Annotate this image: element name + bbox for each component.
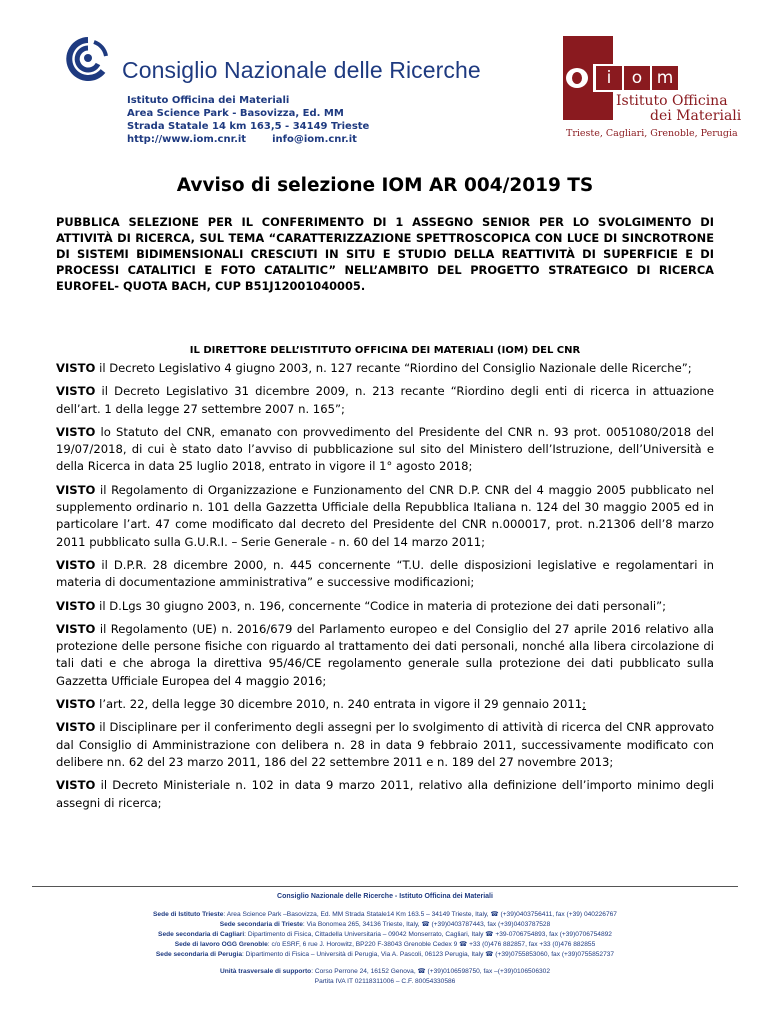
visto-label: VISTO	[56, 361, 96, 375]
footer-title: Consiglio Nazionale delle Ricerche - Istituto Officina dei Materiali	[277, 893, 493, 900]
cnr-logo	[56, 36, 120, 86]
footer-text: : c/o ESRF, 6 rue J. Horowitz, BP220 F-38043 Grenoble Cedex 9 ☎ +33 (0)476 882857, fax +33 (0)476 882855	[267, 941, 596, 948]
footer-address-line	[0, 920, 770, 930]
iom-name-line-1: Istituto Officina	[616, 93, 728, 109]
iom-letters	[596, 66, 680, 90]
visto-paragraph	[56, 557, 714, 592]
document-title: Avviso di selezione IOM AR 004/2019 TS	[176, 175, 594, 196]
iom-letter-m: m	[652, 66, 678, 90]
website-link[interactable]: http://www.iom.cnr.it	[127, 134, 247, 145]
paragraph-text: l’art. 22, della legge 30 dicembre 2010, n. 240 entrata in vigore il 29 gennaio 2011	[95, 697, 583, 712]
paragraph-text: il Decreto Ministeriale n. 102 in data 9 marzo 2011, relativo alla definizione dell’importo minimo degli assegni di ricerca;	[56, 778, 714, 810]
visto-label: VISTO	[56, 557, 96, 572]
footer-address-line	[0, 930, 770, 940]
paragraph-text: il D.P.R. 28 dicembre 2000, n. 445 concernente “T.U. delle disposizioni legislative e regolamentari in materia di documentazione amministrativa” e successive modificazioni;	[56, 557, 714, 590]
footer-label: Sede secondaria di Trieste	[219, 921, 303, 928]
footer-address-line	[0, 910, 770, 920]
visto-label: VISTO	[56, 482, 96, 497]
footer-text: : Dipartimento di Fisica, Cittadella Universitaria – 09042 Monserrato, Cagliari, Italy ☎ +39-0706754893, fax (+39)0706754892	[244, 931, 612, 938]
footer-text: : Dipartimento di Fisica – Università di Perugia, Via A. Pascoli, 06123 Perugia, Italy ☎ (+39)0755853060, fax (+39)0755852737	[242, 951, 615, 958]
footer-vat: Partita IVA IT 02118311006 – C.F. 80054330586	[314, 978, 456, 985]
email-link[interactable]: info@iom.cnr.it	[272, 134, 357, 145]
visto-paragraph	[56, 383, 714, 418]
paragraph-text: lo Statuto del CNR, emanato con provvedimento del Presidente del CNR n. 93 prot. 0051080/2018 del 19/07/2018, di cui è stato dato l’avviso di pubblicazione sul sito del Ministero dell’Istruzione, dell’Università e della Ricerca in data 25 luglio 2018, entrato in vigore il 1° agosto 2018;	[56, 424, 714, 474]
paragraph-text: il D.Lgs 30 giugno 2003, n. 196, concernente “Codice in materia di protezione dei dati personali”;	[95, 598, 667, 613]
selection-subject: PUBBLICA SELEZIONE PER IL CONFERIMENTO DI 1 ASSEGNO SENIOR PER LO SVOLGIMENTO DI ATTIVITÀ DI RICERCA, SUL TEMA “CARATTERIZZAZIONE SPETTROSCOPICA CON LUCE DI SINCROTRONE DI SISTEMI BIDIMENSIONALI CRESCIUTI IN SITU E STUDIO DELLA REATTIVITÀ DI SUPERFICIE E DI PROCESSI CATALITICI E FOTO CATALITIC” NELL’AMBITO DEL PROGETTO STRATEGICO DI RICERCA EUROFEL- QUOTA BACH, CUP B51J12001040005.	[56, 215, 714, 294]
visto-label: VISTO	[56, 697, 96, 712]
cnr-name: Consiglio Nazionale delle Ricerche	[122, 57, 481, 83]
document-body	[56, 360, 714, 818]
contact-line	[127, 133, 369, 146]
paragraph-text: il Decreto Legislativo 4 giugno 2003, n. 127 recante “Riordino del Consiglio Nazionale delle Ricerche”;	[95, 361, 692, 375]
visto-paragraph	[56, 777, 714, 812]
visto-label: VISTO	[56, 424, 96, 439]
footer-divider	[32, 886, 738, 887]
visto-label: VISTO	[56, 778, 96, 793]
footer-address-line	[0, 950, 770, 960]
visto-paragraph	[56, 598, 714, 615]
visto-label: VISTO	[56, 621, 96, 636]
footer-text: : Via Bonomea 265, 34136 Trieste, Italy, ☎ (+39)0403787443, fax (+39)0403787528	[302, 921, 551, 928]
iom-letter-i: i	[596, 66, 622, 90]
paragraph-text: il Regolamento (UE) n. 2016/679 del Parlamento europeo e del Consiglio del 27 aprile 2016 relativo alla protezione delle persone fisiche con riguardo al trattamento dei dati personali, nonché alla libera circolazione di tali dati e che abroga la direttiva 95/46/CE regolamento generale sulla protezione dei dati pubblicato sulla Gazzetta Ufficiale Europea del 4 maggio 2016;	[56, 621, 714, 688]
visto-paragraph	[56, 719, 714, 771]
address-line-2: Strada Statale 14 km 163,5 - 34149 Trieste	[127, 121, 370, 132]
address-line-1: Area Science Park - Basovizza, Ed. MM	[127, 108, 344, 119]
footer-label: Sede secondaria di Perugia	[155, 951, 243, 958]
visto-paragraph	[56, 621, 714, 690]
paragraph-tail: ;	[582, 697, 587, 712]
footer-support-line	[0, 967, 770, 977]
paragraph-text: il Disciplinare per il conferimento degli assegni per lo svolgimento di attività di ricerca del CNR approvato dal Consiglio di Amministrazione con delibera n. 28 in data 9 febbraio 2011, successivamente modificato con delibere nn. 62 del 23 marzo 2011, 186 del 22 settembre 2011 e n. 189 del 27 novembre 2013;	[56, 720, 714, 769]
iom-name-line-2: dei Materiali	[650, 108, 742, 124]
visto-paragraph	[56, 424, 714, 476]
paragraph-text: il Regolamento di Organizzazione e Funzionamento del CNR D.P. CNR del 4 maggio 2005 pubblicato nel supplemento ordinario n. 101 della Gazzetta Ufficiale della Repubblica Italiana n. 124 del 30 maggio 2005 ed in particolare l’art. 47 come modificato dal decreto del Presidente del CNR n.000017, prot. n.21306 dell’8 marzo 2011 pubblicato sulla G.U.R.I. – Serie Generale - n. 60 del 14 marzo 2011;	[56, 482, 714, 549]
visto-paragraph	[56, 696, 714, 713]
institute-name: Istituto Officina dei Materiali	[127, 95, 290, 106]
footer-label: Sede secondaria di Cagliari	[158, 931, 245, 938]
visto-label: VISTO	[56, 598, 96, 613]
footer-label: Sede di Istituto Trieste	[153, 911, 224, 918]
footer-text: : Corso Perrone 24, 16152 Genova, ☎ (+39)0106598750, fax –(+39)0106506302	[311, 968, 551, 975]
visto-label: VISTO	[56, 720, 96, 735]
footer-text: : Area Science Park –Basovizza, Ed. MM Strada Statale14 Km 163.5 – 34149 Trieste, Italy, ☎ (+39)0403756411, fax (+39) 040226767	[223, 911, 617, 918]
footer-address-line	[0, 940, 770, 950]
visto-paragraph	[56, 360, 714, 377]
institute-address-block	[127, 94, 369, 146]
iom-cities: Trieste, Cagliari, Grenoble, Perugia	[566, 128, 738, 139]
visto-paragraph	[56, 482, 714, 551]
iom-letter-o: o	[624, 66, 650, 90]
page-footer	[0, 892, 770, 987]
visto-label: VISTO	[56, 384, 96, 399]
paragraph-text: il Decreto Legislativo 31 dicembre 2009, n. 213 recante “Riordino degli enti di ricerca in attuazione dell’art. 1 della legge 27 settembre 2007 n. 165”;	[56, 384, 714, 416]
footer-label: Unità trasversale di supporto	[219, 968, 312, 975]
director-heading: IL DIRETTORE DELL’ISTITUTO OFFICINA DEI MATERIALI (IOM) DEL CNR	[189, 345, 581, 356]
footer-label: Sede di lavoro OGG Grenoble	[174, 941, 268, 948]
